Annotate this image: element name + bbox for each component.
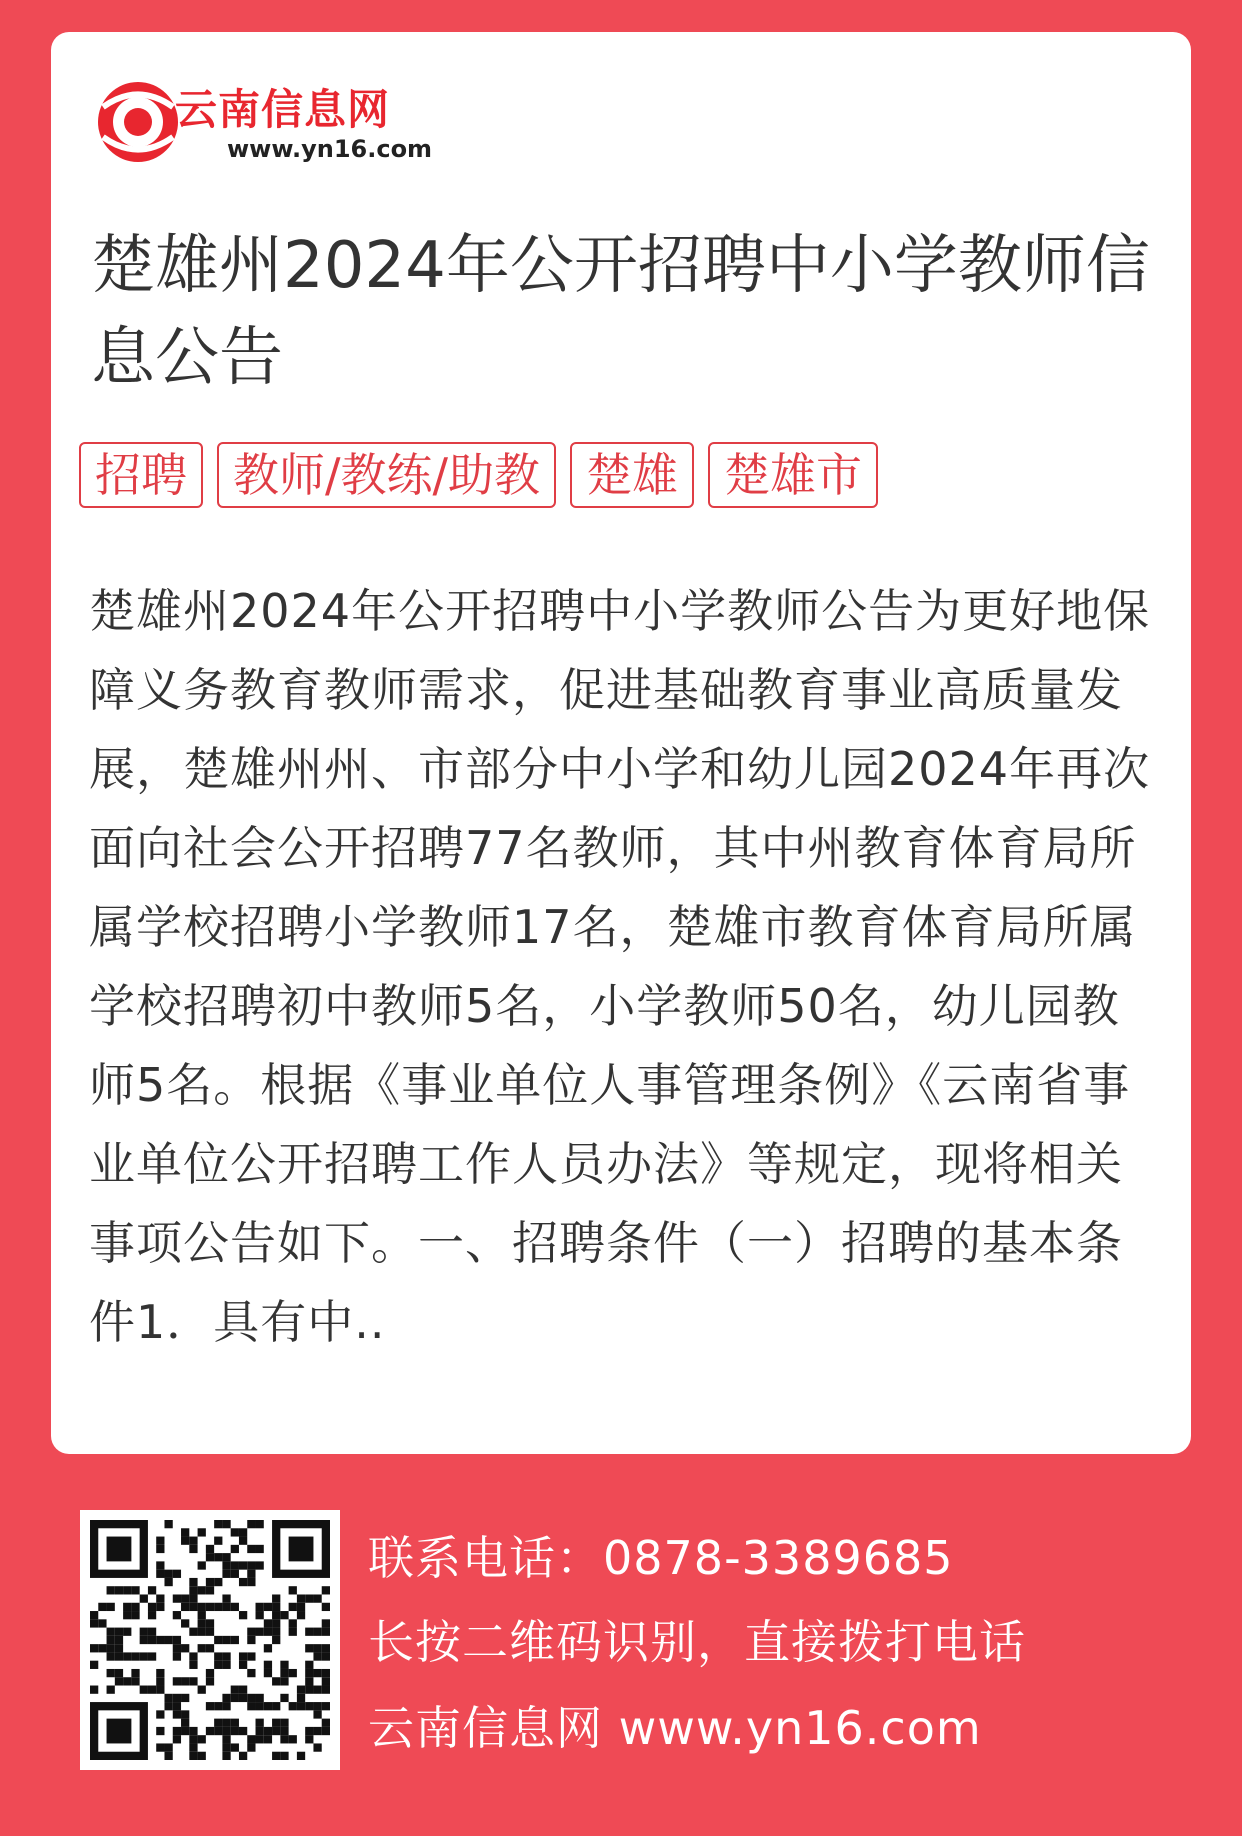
tag-list [79,442,878,508]
tag-chuxiong[interactable]: 楚雄 [570,442,694,508]
article-card[interactable] [51,32,1191,1454]
qr-code-icon [90,1520,330,1760]
tag-chuxiong-city[interactable]: 楚雄市 [708,442,878,508]
article-summary: 楚雄州2024年公开招聘中小学教师公告为更好地保障义务教育教师需求，促进基础教育事业高质量发展，楚雄州州、市部分中小学和幼儿园2024年再次面向社会公开招聘77名教师，其中州教育体育局所属学校招聘小学教师17名，楚雄市教育体育局所属学校招聘初中教师5名，小学教师50名，幼儿园教师5名。根据《事业单位人事管理条例》《云南省事业单位公开招聘工作人员办法》等规定，现将相关事项公告如下。一、招聘条件（一）招聘的基本条件1．具有中.. [89,584,1151,1349]
qr-hint: 长按二维码识别，直接拨打电话 [368,1615,1026,1669]
contact-phone[interactable]: 联系电话：0878-3389685 [368,1531,954,1585]
article-title: 楚雄州2024年公开招聘中小学教师信息公告 [91,229,1150,395]
tag-recruitment[interactable]: 招聘 [79,442,203,508]
swirl-logo-icon [93,77,183,167]
site-logo[interactable] [93,77,453,197]
logo-url: www.yn16.com [227,135,433,163]
logo-name: 云南信息网 [175,85,391,134]
qr-code[interactable] [80,1510,340,1770]
tag-teacher[interactable]: 教师/教练/助教 [217,442,556,508]
footer-site[interactable]: 云南信息网 www.yn16.com [368,1701,982,1755]
